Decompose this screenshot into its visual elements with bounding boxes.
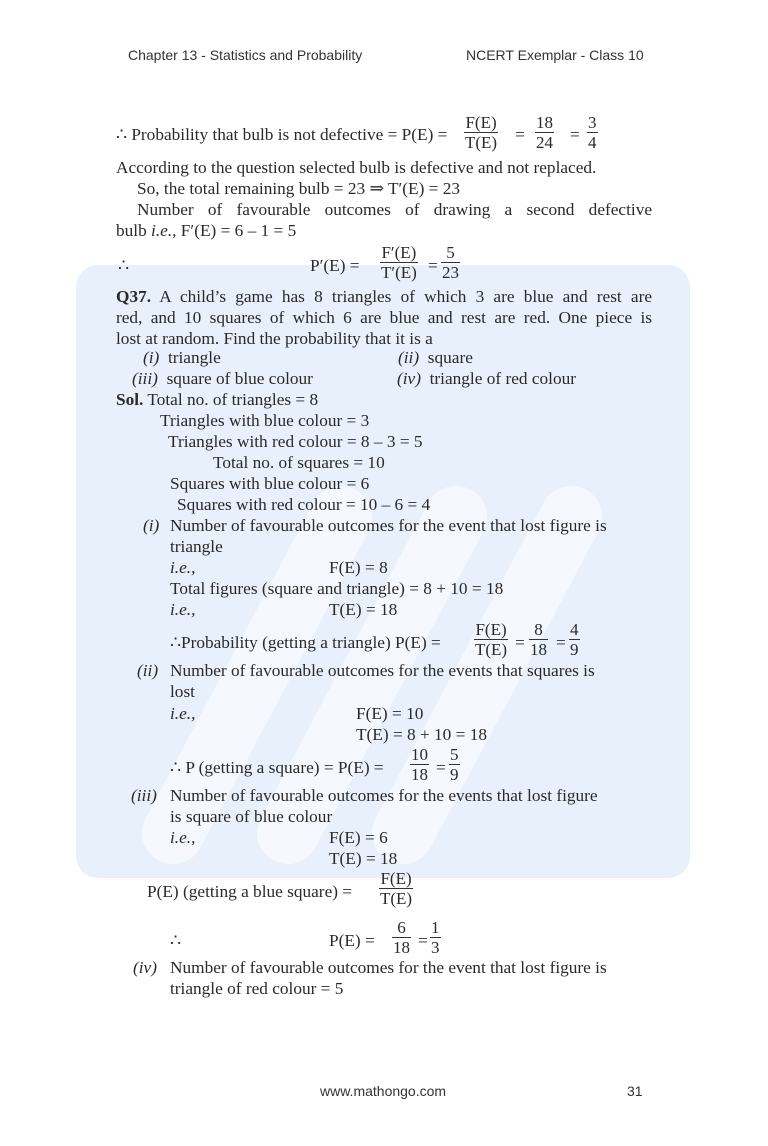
second-defective-text: Number of favourable outcomes of drawing a second defective	[137, 200, 652, 219]
question-line-1: Q37. A child’s game has 8 triangles of which 3 are blue and rest are	[116, 287, 652, 306]
option-iii: (iii) square of blue colour	[132, 369, 313, 388]
ie-label: i.e.,	[170, 600, 196, 619]
fraction-1-3: $\frac{1}{3}$	[431, 918, 440, 957]
fraction-fprime-tprime: $\frac{F'(E)}{T'(E)}$	[381, 243, 417, 282]
chapter-title: Chapter 13 - Statistics and Probability	[128, 47, 363, 63]
question-line-2: red, and 10 squares of which 6 are blue and rest are red. One piece is	[116, 308, 652, 327]
page-number: 31	[627, 1083, 643, 1099]
equals: =	[570, 125, 580, 144]
option-i: (i) triangle	[143, 348, 221, 367]
p-prime-label: P′(E) =	[310, 256, 360, 275]
part-i-te: T(E) = 18	[329, 600, 398, 619]
part-ii-fe: F(E) = 10	[356, 704, 424, 723]
part-i-line-2: triangle	[170, 537, 223, 556]
part-iv-line-1: Number of favourable outcomes for the event that lost figure is	[170, 958, 607, 977]
solution-label: Sol.	[116, 390, 144, 409]
solution-line-1: Sol. Total no. of triangles = 8	[116, 390, 319, 409]
second-defective-formula: bulb i.e., F′(E) = 6 – 1 = 5	[116, 221, 297, 240]
part-iv-number: (iv)	[133, 958, 157, 977]
part-ii-line-1: Number of favourable outcomes for the events that squares is	[170, 661, 595, 680]
equals: =	[515, 633, 525, 652]
therefore-symbol: ∴	[170, 931, 181, 950]
part-iii-number: (iii)	[131, 786, 157, 805]
remaining-bulb-text: So, the total remaining bulb = 23 ⇒ T′(E) = 23	[137, 179, 461, 198]
fraction-4-9: $\frac{4}{9}$	[570, 620, 579, 659]
part-i-number: (i)	[143, 516, 160, 535]
part-iii-line-2: is square of blue colour	[170, 807, 333, 826]
book-title: NCERT Exemplar - Class 10	[466, 47, 644, 63]
ie-label: i.e.,	[170, 558, 196, 577]
fraction-3-4: $\frac{3}{4}$	[588, 113, 597, 152]
part-iii-p-label: P(E) =	[329, 931, 375, 950]
part-i-fe: F(E) = 8	[329, 558, 388, 577]
part-i-line-1: Number of favourable outcomes for the event that lost figure is	[170, 516, 607, 535]
part-iii-prob-label: P(E) (getting a blue square) =	[147, 882, 353, 901]
question-line-3: lost at random. Find the probability that it is a	[116, 329, 433, 348]
fraction-6-18: $\frac{6}{18}$	[393, 918, 410, 957]
fraction-fe-te: $\frac{F(E)}{T(E)}$	[475, 620, 508, 659]
fraction-fe-te: $\frac{F(E)}{T(E)}$	[380, 869, 413, 908]
equals: =	[428, 256, 438, 275]
given-blue-triangles: Triangles with blue colour = 3	[160, 411, 370, 430]
question-number: Q37.	[116, 287, 152, 306]
prob-not-defective-label: ∴ Probability that bulb is not defective = P(E) =	[116, 125, 448, 144]
given-blue-squares: Squares with blue colour = 6	[170, 474, 370, 493]
part-i-prob-label: ∴Probability (getting a triangle) P(E) =	[170, 633, 441, 652]
given-total-squares: Total no. of squares = 10	[213, 453, 385, 472]
part-i-total-figures: Total figures (square and triangle) = 8 + 10 = 18	[170, 579, 504, 598]
equals: =	[418, 931, 428, 950]
part-iii-line-1: Number of favourable outcomes for the events that lost figure	[170, 786, 598, 805]
ie-label: i.e.,	[170, 828, 196, 847]
given-red-squares: Squares with red colour = 10 – 6 = 4	[177, 495, 431, 514]
fraction-5-23: $\frac{5}{23}$	[442, 243, 459, 282]
website-link[interactable]: www.mathongo.com	[320, 1083, 447, 1099]
part-ii-prob-label: ∴ P (getting a square) = P(E) =	[170, 758, 384, 777]
given-red-triangles: Triangles with red colour = 8 – 3 = 5	[168, 432, 423, 451]
fraction-10-18: $\frac{10}{18}$	[411, 745, 428, 784]
fraction-18-24: $\frac{18}{24}$	[536, 113, 553, 152]
fraction-8-18: $\frac{8}{18}$	[530, 620, 547, 659]
part-iv-line-2: triangle of red colour = 5	[170, 979, 344, 998]
ie-label: i.e.,	[170, 704, 196, 723]
part-ii-line-2: lost	[170, 682, 195, 701]
equals: =	[515, 125, 525, 144]
therefore-symbol: ∴	[118, 256, 129, 275]
part-ii-number: (ii)	[137, 661, 159, 680]
equals: =	[556, 633, 566, 652]
equals: =	[436, 758, 446, 777]
part-iii-te: T(E) = 18	[329, 849, 398, 868]
part-ii-te: T(E) = 8 + 10 = 18	[356, 725, 487, 744]
part-iii-fe: F(E) = 6	[329, 828, 388, 847]
option-iv: (iv) triangle of red colour	[397, 369, 576, 388]
fraction-fe-te: $\frac{F(E)}{T(E)}$	[465, 113, 498, 152]
defective-not-replaced-text: According to the question selected bulb is defective and not replaced.	[116, 158, 597, 177]
fraction-5-9: $\frac{5}{9}$	[450, 745, 459, 784]
option-ii: (ii) square	[398, 348, 473, 367]
